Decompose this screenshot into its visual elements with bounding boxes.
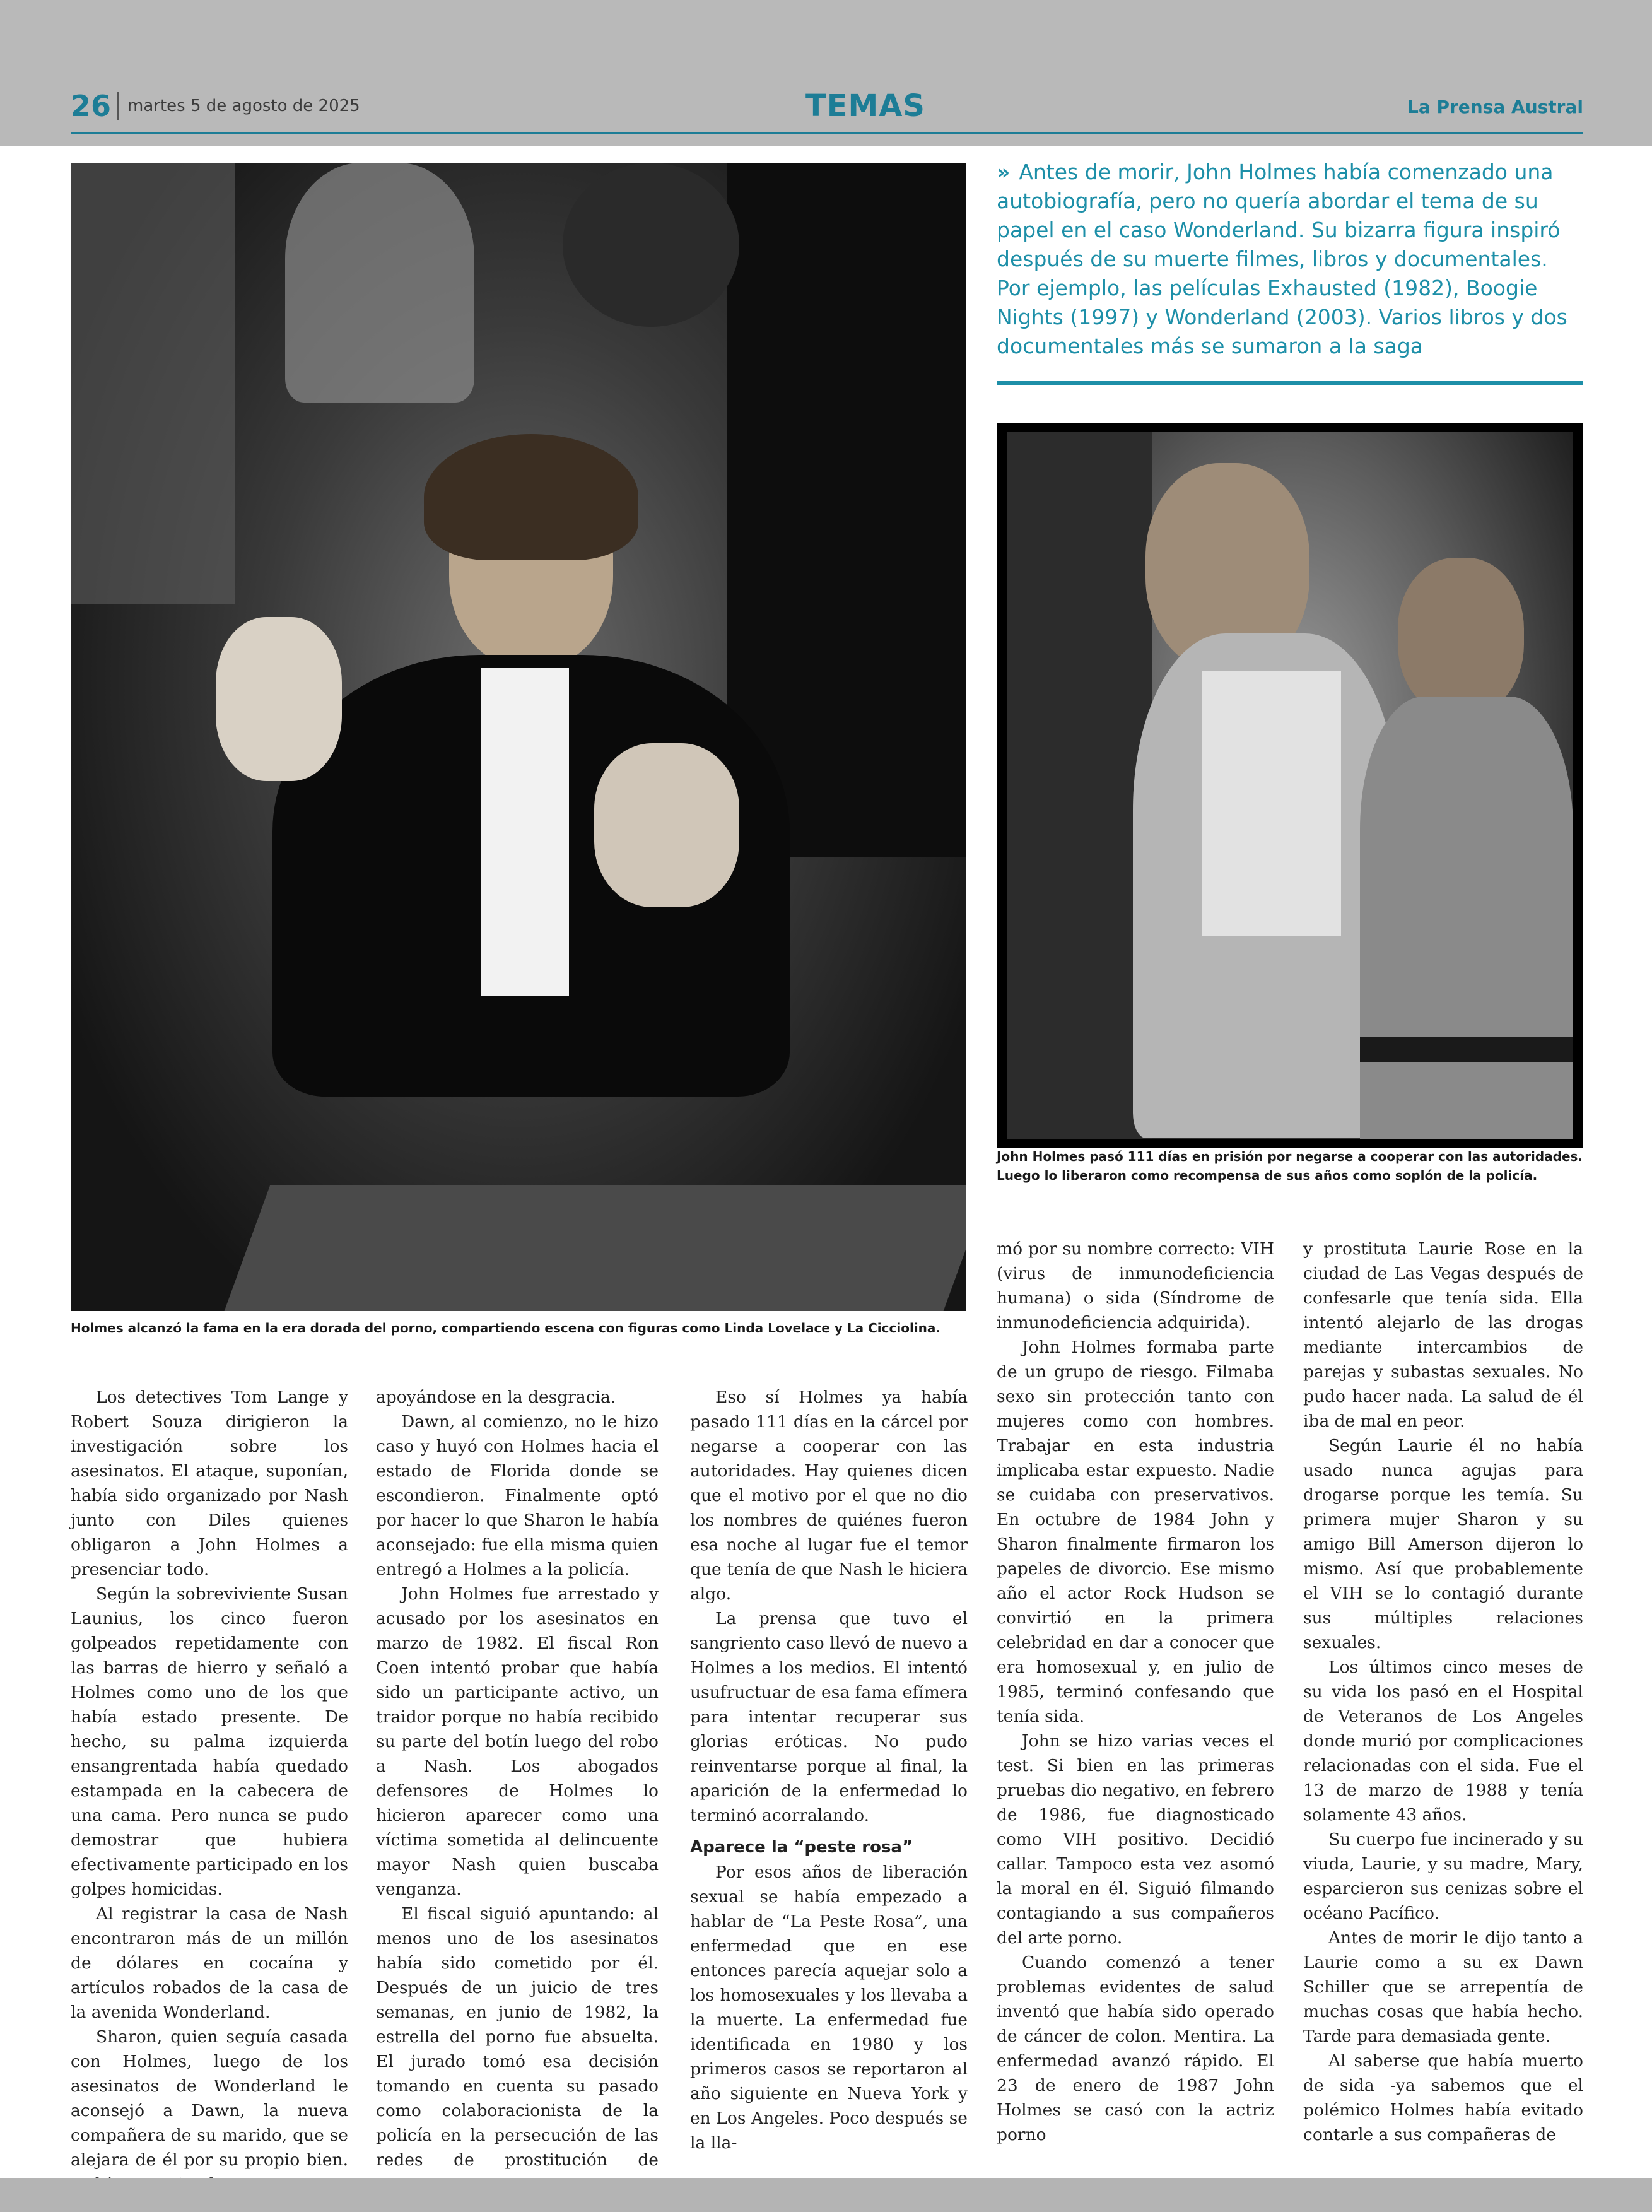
paragraph: Según la sobreviviente Susan Launius, los cinco fueron golpeados repetidamente con las barras de hierro y señaló a Holmes como uno de los que había estado presente. De hecho, su palma izquierda ensangrentada había quedado estampada en la cabecera de una cama. Pero nunca se pudo demostrar que hubiera efectivamente participado en los golpes homicidas. (71, 1584, 348, 1899)
section-title: TEMAS (805, 88, 925, 124)
photo-doorway (1007, 432, 1152, 1139)
article-column-5 (1303, 1237, 1583, 2147)
photo-background-figure (71, 163, 235, 604)
photo-hair (424, 434, 638, 560)
header-rule (71, 132, 1583, 134)
paragraph: Eso sí Holmes ya había pasado 111 días en la cárcel por negarse a cooperar con las autoridades. Hay quienes dicen que el motivo por el que no dio los nombres de quiénes fueron esa noche al lugar fue el temor que tenía de que Nash le hiciera algo. (690, 1387, 968, 1604)
photo-holmes-handprints (71, 163, 966, 1311)
paragraph: Sharon, quien seguía casada con Holmes, luego de los asesinatos de Wonderland le aconsejó a Dawn, la nueva compañera de su marido, que se alejara de él por su propio bien. (71, 2027, 348, 2170)
photo-arrest-image (1007, 432, 1573, 1139)
photo1-caption: Holmes alcanzó la fama en la era dorada del porno, compartiendo escena con figuras como Linda Lovelace y La Cicciolina. (71, 1321, 941, 1336)
pull-quote-arrow-icon: » (997, 160, 1011, 184)
paragraph: Su cuerpo fue incinerado y su viuda, Laurie, y su madre, Mary, esparcieron sus cenizas sobre el océano Pacífico. (1303, 1830, 1583, 1923)
photo-background-figure (285, 163, 474, 403)
paragraph: John Holmes fue arrestado y acusado por los asesinatos en marzo de 1982. El fiscal Ron Coen intentó probar que había sido un participante activo, un traidor porque no había recibido su parte del botín luego del robo a Nash. Los abogados defensores de Holmes lo hicieron aparecer como una víctima sometida al delincuente mayor Nash quien buscaba venganza. (376, 1584, 659, 1899)
issue-date: martes 5 de agosto de 2025 (127, 97, 360, 115)
paragraph: Los últimos cinco meses de su vida los pasó en el Hospital de Veteranos de Los Angeles donde murió por complicaciones relacionadas con el sida. Fue el 13 de marzo de 1988 y tenía solamente 43 años. (1303, 1657, 1583, 1825)
paragraph: Por esos años de liberación sexual se había empezado a hablar de “La Peste Rosa”, una enfermedad que en ese entonces parecía aquejar solo a los homosexuales y los llevaba a la muerte. La enfermedad fue identificada en 1980 y los primeros casos se reportaron al año siguiente en Nueva York y en Los Angeles. Poco después se la lla- (690, 1862, 968, 2153)
article-column-3 (690, 1385, 968, 2155)
paragraph: John se hizo varias veces el test. Si bien en las primeras pruebas dio negativo, en febrero de 1986, fue diagnosticado como VIH positivo. Decidió callar. Tampoco esta vez asomó la moral en él. Siguió filmando contagiando a sus compañeros del arte porno. (997, 1731, 1274, 1948)
paragraph: apoyándose en la desgracia. (376, 1387, 616, 1407)
paragraph: Los detectives Tom Lange y Robert Souza dirigieron la investigación sobre los asesinatos. El ataque, suponían, había sido organizado por Nash junto con Diles quienes obligaron a John Holmes a presenciar todo. (71, 1387, 348, 1579)
header-separator (117, 92, 119, 120)
paragraph: Al saberse que había muerto de sida -ya sabemos que el polémico Holmes había evitado contarle a sus compañeras de (1303, 2051, 1583, 2144)
paragraph: mó por su nombre correcto: VIH (virus de inmunodeficiencia humana) o sida (Síndrome de inmunodeficiencia adquirida). (997, 1239, 1274, 1332)
photo-officer-uniform (1360, 697, 1573, 1139)
photo2-caption: John Holmes pasó 111 días en prisión por negarse a cooperar con las autoridades. Luego lo liberaron como recompensa de sus años como soplón de la policía. (997, 1149, 1583, 1183)
paragraph: Antes de morir le dijo tanto a Laurie como a su ex Dawn Schiller que se arrepentía de muchas cosas que había hecho. Tarde para demasiada gente. (1303, 1928, 1583, 2046)
photo-left-hand (216, 617, 342, 781)
photo-right-hand (594, 743, 739, 907)
article-column-1 (71, 1385, 348, 2197)
pull-quote (997, 158, 1583, 361)
page-header (71, 87, 1583, 131)
photo-shirt (481, 668, 569, 996)
pull-quote-text: Antes de morir, John Holmes había comenzado una autobiografía, pero no quería abordar el tema de su papel en el caso Wonderland. Su bizarra figura inspiró después de su muerte filmes, libros y documentales. Por ejemplo, las películas Exhausted (1982), Boogie Nights (1997) y Wonderland (2003). Varios libros y dos documentales más se sumaron a la saga (997, 160, 1567, 358)
article-column-2 (376, 1385, 659, 2197)
paragraph: Al registrar la casa de Nash encontraron más de un millón de dólares en cocaína y artículos robados de la casa de la avenida Wonderland. (71, 1904, 348, 2022)
photo-face-officer (1398, 558, 1524, 715)
photo-belt (1360, 1037, 1573, 1062)
paragraph: Cuando comenzó a tener problemas evidentes de salud inventó que había sido operado de cáncer de colon. Mentira. La enfermedad avanzó rápido. El 23 de enero de 1987 John Holmes se casó con la actriz porno (997, 1953, 1274, 2144)
article-column-4 (997, 1237, 1274, 2147)
paragraph: y prostituta Laurie Rose en la ciudad de Las Vegas después de confesarle que tenía sida. Ella intentó alejarlo de las drogas mediante intercambios de parejas y subastas sexuales. No pudo hacer nada. La salud de él iba de mal en peor. (1303, 1239, 1583, 1431)
page-number: 26 (71, 89, 112, 123)
photo-cement-slab (225, 1185, 966, 1311)
publication-name: La Prensa Austral (1407, 97, 1583, 117)
paragraph: Dawn, al comienzo, no le hizo caso y huyó con Holmes hacia el estado de Florida donde se escondieron. Finalmente optó por hacer lo que Sharon le había aconsejado: fue ella misma quien entregó a Holmes a la policía. (376, 1412, 659, 1579)
paragraph: Según Laurie él no había usado nunca agujas para drogarse porque les temía. Su primera mujer Sharon y su amigo Bill Amerson dijeron lo mismo. Así que probablemente el VIH se lo contagió durante sus múltiples relaciones sexuales. (1303, 1436, 1583, 1652)
photo-tshirt (1202, 671, 1341, 936)
pull-quote-rule (997, 381, 1583, 385)
photo-holmes-arrest (997, 423, 1583, 1148)
photo-background-figure (563, 163, 739, 327)
paragraph: La prensa que tuvo el sangriento caso llevó de nuevo a Holmes a los medios. El intentó usufructuar de esa fama efímera para intentar recuperar sus glorias eróticas. No pudo reinventarse porque al final, la aparición de la enfermedad lo terminó acorralando. (690, 1609, 968, 1825)
bottom-margin (0, 2178, 1652, 2212)
paragraph: John Holmes formaba parte de un grupo de riesgo. Filmaba sexo sin protección tanto con mujeres como con hombres. Trabajar en esta industria implicaba estar expuesto. Nadie se cuidaba con preservativos. En octubre de 1984 John y Sharon finalmente firmaron los papeles de divorcio. Ese mismo año el actor Rock Hudson se convirtió en la primera celebridad en dar a conocer que era homosexual y, en julio de 1985, terminó confesando que tenía sida. (997, 1338, 1274, 1726)
paragraph: El fiscal siguió apuntando: al menos uno de los asesinatos había sido cometido por él. Después de un juicio de tres semanas, en junio de 1982, la estrella del porno fue absuelta. El jurado tomó esa decisión tomando en cuenta su pasado como colaboracionista de la policía en la persecución de las redes de prostitución de (376, 1904, 659, 2170)
subheading: Aparece la “peste rosa” (690, 1838, 913, 1857)
